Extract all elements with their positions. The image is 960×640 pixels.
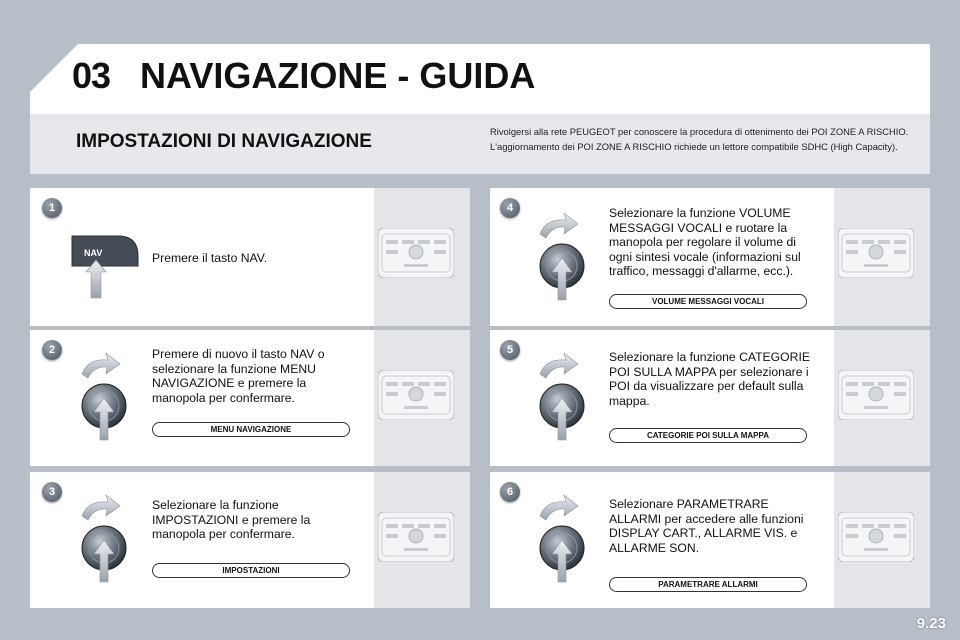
intro-text [490, 124, 920, 154]
menu-label-parametrare-allarmi: PARAMETRARE ALLARMI [609, 577, 807, 592]
page-number: 9.23 [916, 615, 946, 632]
menu-label-categorie-poi: CATEGORIE POI SULLA MAPPA [609, 428, 807, 443]
step-6-text: Selezionare PARAMETRARE ALLARMI per accedere alle funzioni DISPLAY CART., ALLARME VIS. e ALLARME SON. [609, 497, 804, 555]
step-2-badge: 2 [42, 340, 62, 360]
radio-panel-icon [378, 370, 454, 420]
rotary-knob-icon [68, 490, 140, 586]
nav-key-icon [66, 226, 146, 302]
step-1-badge: 1 [42, 198, 62, 218]
step-1-text: Premere il tasto NAV. [152, 251, 268, 265]
menu-label-impostazioni: IMPOSTAZIONI [152, 563, 350, 578]
menu-label-volume-messaggi-vocali: VOLUME MESSAGGI VOCALI [609, 294, 807, 309]
step-6-badge: 6 [500, 482, 520, 502]
header-corner-cut [30, 44, 78, 92]
step-2-text: Premere di nuovo il tasto NAV o selezionare la funzione MENU NAVIGAZIONE e premere la manopola per confermare. [152, 347, 325, 405]
page-title: NAVIGAZIONE - GUIDA [140, 55, 536, 96]
step-3-text: Selezionare la funzione IMPOSTAZIONI e premere la manopola per confermare. [152, 498, 311, 542]
intro-line-1: Rivolgersi alla rete PEUGEOT per conoscere la procedura di ottenimento dei POI ZONE A RISCHIO. [490, 126, 909, 137]
rotary-knob-icon [526, 490, 598, 586]
step-5-text: Selezionare la funzione CATEGORIE POI SULLA MAPPA per selezionare i POI da visualizzare per default sulla mappa. [609, 350, 810, 408]
section-title: IMPOSTAZIONI DI NAVIGAZIONE [76, 131, 372, 152]
rotary-knob-icon [68, 348, 140, 444]
radio-panel-icon [378, 228, 454, 278]
rotary-knob-icon [526, 348, 598, 444]
radio-panel-icon [838, 228, 914, 278]
step-3-badge: 3 [42, 482, 62, 502]
intro-line-2: L'aggiornamento dei POI ZONE A RISCHIO richiede un lettore compatibile SDHC (High Capacity). [490, 141, 898, 152]
nav-key-label: NAV [84, 248, 103, 258]
radio-panel-icon [378, 512, 454, 562]
rotary-knob-icon [526, 208, 598, 304]
radio-panel-icon [838, 370, 914, 420]
step-5-badge: 5 [500, 340, 520, 360]
menu-label-menu-navigazione: MENU NAVIGAZIONE [152, 422, 350, 437]
chapter-number: 03 [72, 55, 111, 96]
step-4-text: Selezionare la funzione VOLUME MESSAGGI VOCALI e ruotare la manopola per regolare il volume di ogni sintesi vocale (informazioni sul traffico, messaggi d'allarme, ecc.). [609, 206, 801, 279]
step-4-badge: 4 [500, 198, 520, 218]
radio-panel-icon [838, 512, 914, 562]
